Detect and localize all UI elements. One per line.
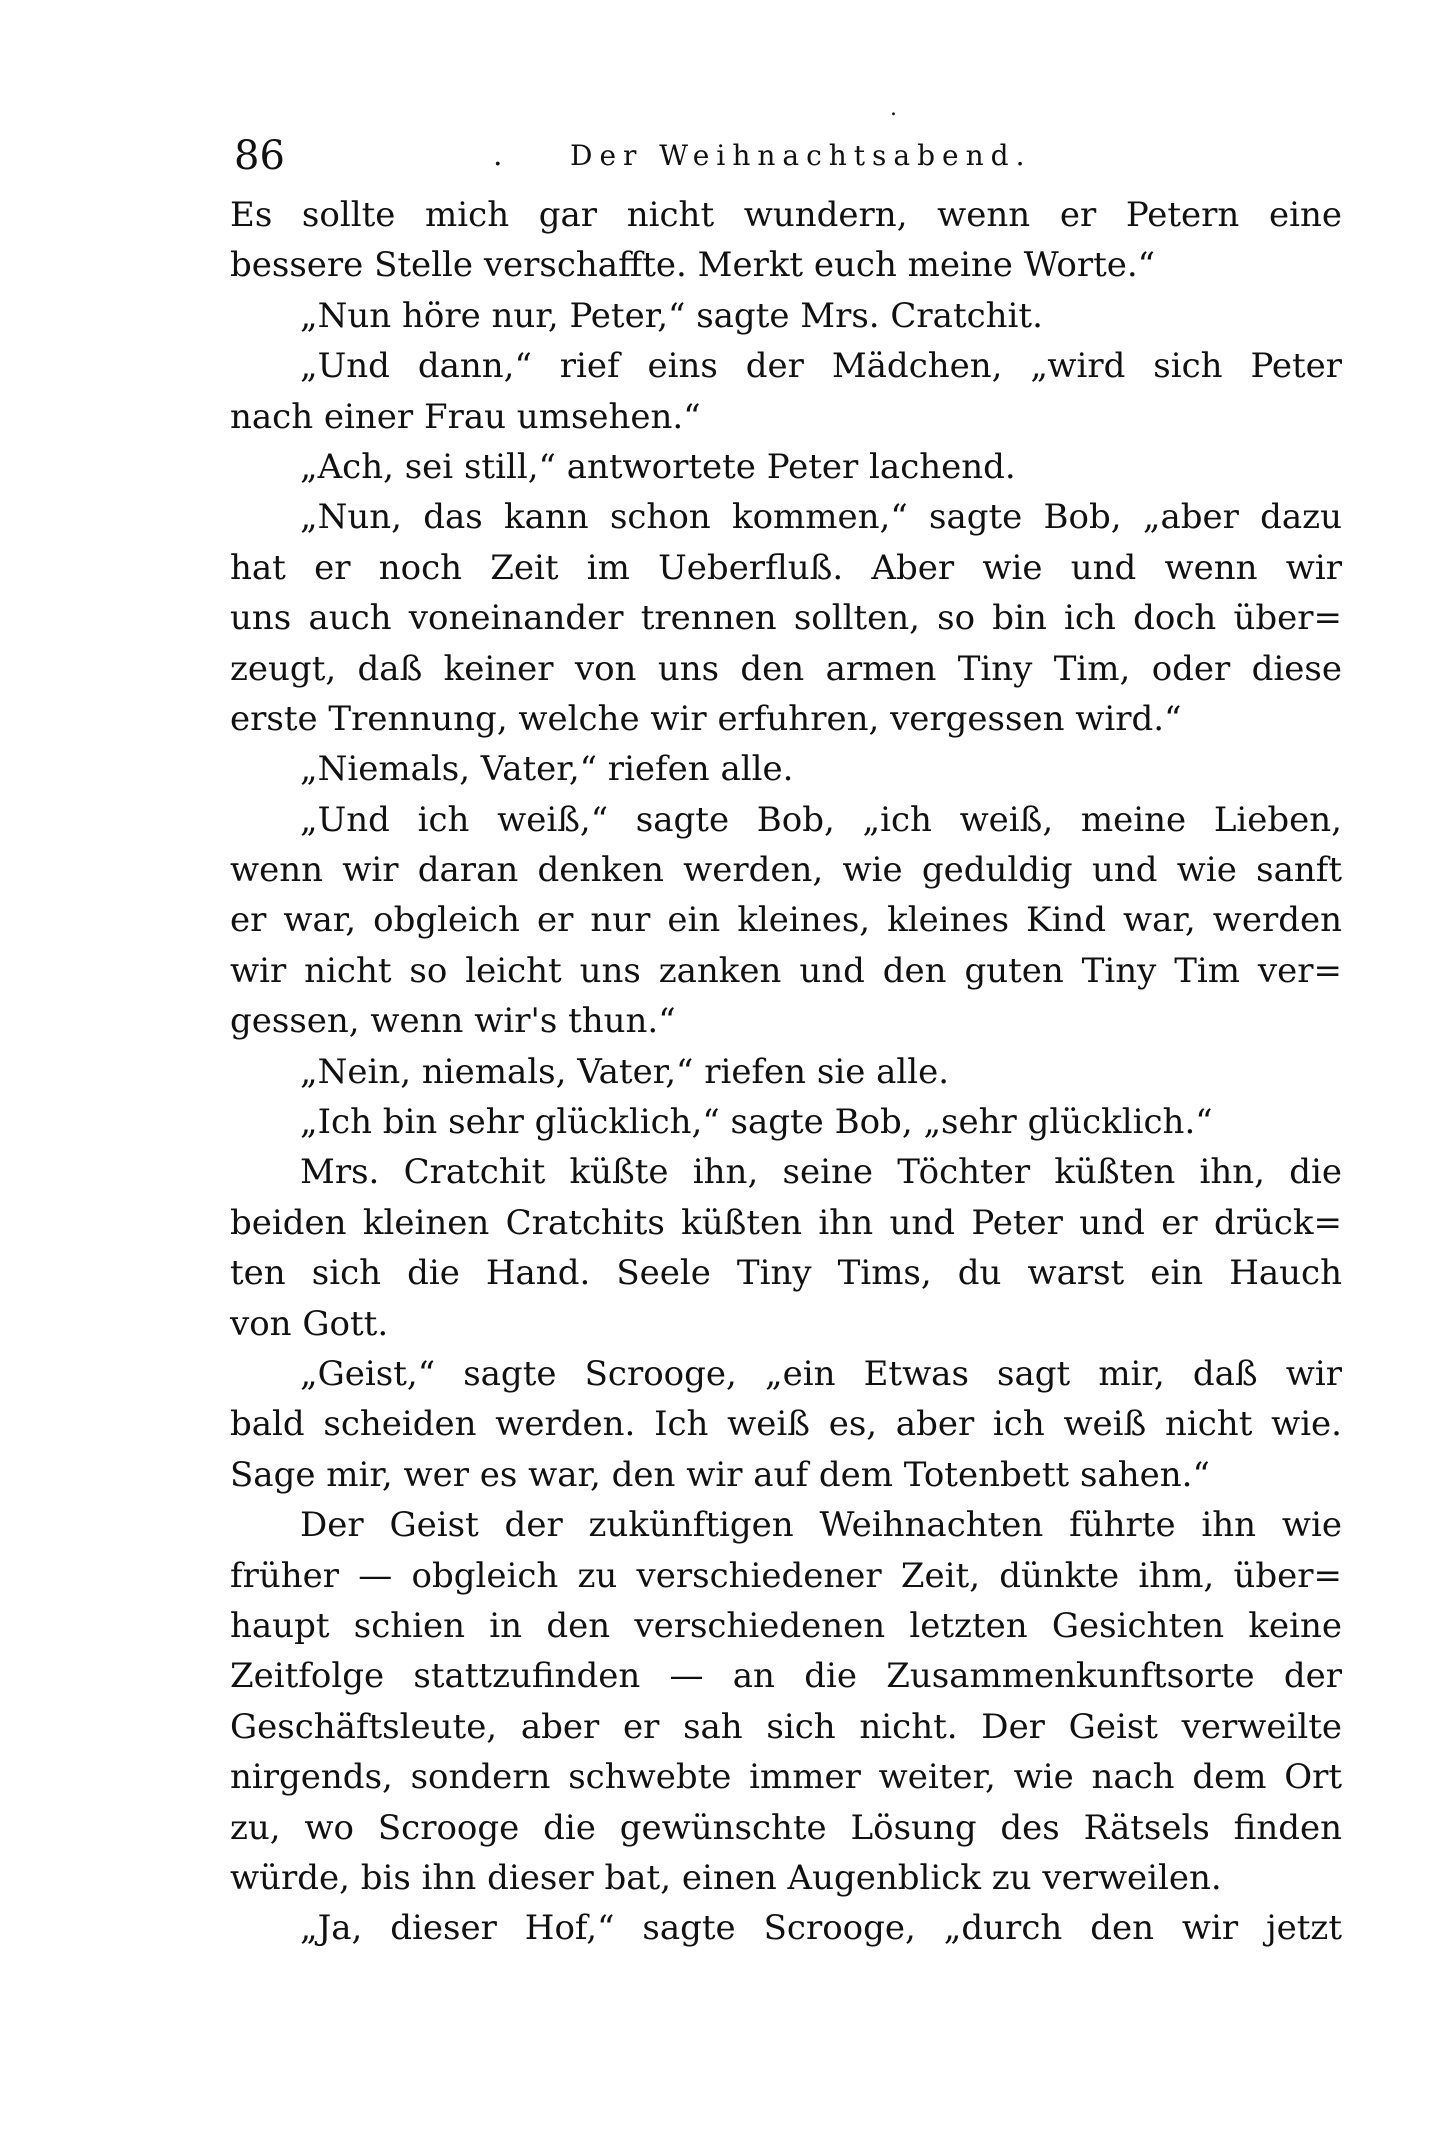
text-line: früher — obgleich zu verschiedener Zeit, dünkte ihm, über= (230, 1555, 1342, 1596)
text-line: „Und dann,“ rief eins der Mädchen, „wird sich Peter (300, 346, 1342, 387)
page-header (230, 96, 1342, 192)
text-line: uns auch voneinander trennen sollten, so bin ich doch über= (230, 598, 1342, 639)
book-page (230, 96, 1342, 1954)
text-line: bald scheiden werden. Ich weiß es, aber ich weiß nicht wie. (230, 1404, 1342, 1445)
text-line: zeugt, daß keiner von uns den armen Tiny Tim, oder diese (230, 648, 1342, 689)
text-line: nirgends, sondern schwebte immer weiter, wie nach dem Ort (230, 1757, 1342, 1798)
text-line: nach einer Frau umsehen.“ (230, 396, 701, 437)
text-line: „Ach, sei still,“ antwortete Peter lachend. (300, 446, 1016, 487)
text-line: „Nun höre nur, Peter,“ sagte Mrs. Cratchit. (300, 295, 1043, 336)
page-number: 86 (234, 133, 285, 179)
text-line: würde, bis ihn dieser bat, einen Augenblick zu verweilen. (230, 1857, 1222, 1898)
text-line: Der Geist der zukünftigen Weihnachten führte ihn wie (300, 1505, 1342, 1546)
text-line: „Ich bin sehr glücklich,“ sagte Bob, „sehr glücklich.“ (300, 1102, 1213, 1143)
text-line: gessen, wenn wir's thun.“ (230, 1001, 676, 1042)
text-line: Geschäftsleute, aber er sah sich nicht. Der Geist verweilte (230, 1706, 1342, 1747)
text-line: er war, obgleich er nur ein kleines, kleines Kind war, werden (230, 900, 1342, 941)
text-line: „Und ich weiß,“ sagte Bob, „ich weiß, meine Lieben, (300, 799, 1342, 840)
text-line: beiden kleinen Cratchits küßten ihn und Peter und er drück= (230, 1202, 1342, 1243)
text-line: bessere Stelle verschaffte. Merkt euch meine Worte.“ (230, 245, 1156, 286)
text-line: Zeitfolge stattzufinden — an die Zusammenkunftsorte der (230, 1656, 1342, 1697)
text-line: wir nicht so leicht uns zanken und den guten Tiny Tim ver= (230, 950, 1342, 991)
text-line: Sage mir, wer es war, den wir auf dem Totenbett sahen.“ (230, 1454, 1210, 1495)
running-head: Der Weihnachtsabend. (570, 139, 1032, 172)
text-line: Mrs. Cratchit küßte ihn, seine Töchter küßten ihn, die (300, 1152, 1342, 1193)
text-line: erste Trennung, welche wir erfuhren, vergessen wird.“ (230, 698, 1182, 739)
text-line: „Ja, dieser Hof,“ sagte Scrooge, „durch den wir jetzt (300, 1908, 1342, 1949)
text-line: ten sich die Hand. Seele Tiny Tims, du warst ein Hauch (230, 1253, 1342, 1294)
text-line: von Gott. (230, 1303, 389, 1344)
text-line: wenn wir daran denken werden, wie geduldig und wie sanft (230, 850, 1342, 891)
header-separator: . (493, 138, 503, 173)
text-line: Es sollte mich gar nicht wundern, wenn er Petern eine (230, 195, 1342, 235)
top-mark: . (890, 96, 897, 121)
text-line: „Nun, das kann schon kommen,“ sagte Bob, „aber dazu (300, 497, 1342, 538)
text-line: hat er noch Zeit im Ueberfluß. Aber wie und wenn wir (230, 547, 1342, 588)
text-line: „Niemals, Vater,“ riefen alle. (300, 749, 794, 790)
text-line: „Nein, niemals, Vater,“ riefen sie alle. (300, 1051, 950, 1092)
text-line: „Geist,“ sagte Scrooge, „ein Etwas sagt mir, daß wir (300, 1353, 1342, 1394)
body-text (230, 190, 1342, 1954)
text-line: zu, wo Scrooge die gewünschte Lösung des Rätsels finden (230, 1807, 1342, 1848)
text-line: haupt schien in den verschiedenen letzten Gesichten keine (230, 1605, 1342, 1646)
